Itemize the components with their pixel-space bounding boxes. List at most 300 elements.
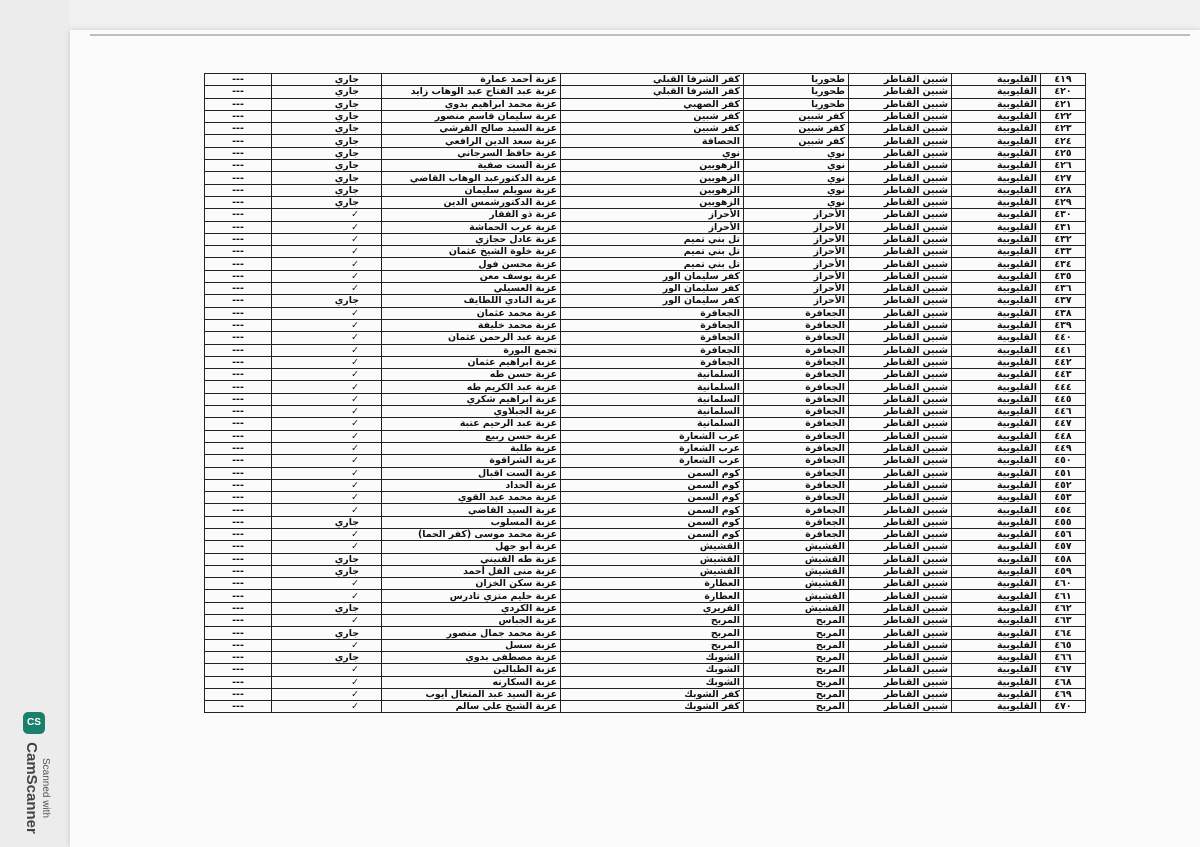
notes-cell: --- — [205, 110, 272, 122]
center-cell: شبين القناطر — [849, 184, 952, 196]
status-cell: ✓ — [272, 639, 382, 651]
notes-cell: --- — [205, 221, 272, 233]
governorate-cell: القليوبية — [952, 110, 1041, 122]
notes-cell: --- — [205, 196, 272, 208]
local-unit-cell: الجعافرة — [744, 332, 849, 344]
row-number: ٤٦٢ — [1041, 602, 1086, 614]
center-cell: شبين القناطر — [849, 442, 952, 454]
ezba-name-cell: عزبة الست صفية — [382, 160, 561, 172]
center-cell: شبين القناطر — [849, 393, 952, 405]
governorate-cell: القليوبية — [952, 627, 1041, 639]
status-cell: جاري — [272, 602, 382, 614]
ezba-name-cell: عزبة ذو الفقار — [382, 209, 561, 221]
governorate-cell: القليوبية — [952, 541, 1041, 553]
local-unit-cell: المربح — [744, 701, 849, 713]
row-number: ٤٤٤ — [1041, 381, 1086, 393]
center-cell: شبين القناطر — [849, 135, 952, 147]
table-row — [205, 98, 1086, 110]
row-number: ٤٣٦ — [1041, 283, 1086, 295]
ezba-name-cell: عزبة عادل حجازي — [382, 233, 561, 245]
table-row — [205, 110, 1086, 122]
table-row — [205, 467, 1086, 479]
village-cell: القريري — [561, 602, 744, 614]
notes-cell: --- — [205, 160, 272, 172]
center-cell: شبين القناطر — [849, 664, 952, 676]
village-cell: الزهويين — [561, 172, 744, 184]
table-row — [205, 664, 1086, 676]
village-cell: السلمانية — [561, 369, 744, 381]
local-unit-cell: القشيش — [744, 553, 849, 565]
center-cell: شبين القناطر — [849, 615, 952, 627]
ezba-name-cell: عزبة يوسف معن — [382, 270, 561, 282]
ezba-name-cell: عزبة حسن ربيع — [382, 430, 561, 442]
ezba-name-cell: عزبة النادي اللطايف — [382, 295, 561, 307]
notes-cell: --- — [205, 688, 272, 700]
village-cell: كفر سليمان الور — [561, 270, 744, 282]
notes-cell: --- — [205, 332, 272, 344]
village-cell: تل بني تميم — [561, 233, 744, 245]
governorate-cell: القليوبية — [952, 701, 1041, 713]
village-cell: المربح — [561, 627, 744, 639]
governorate-cell: القليوبية — [952, 688, 1041, 700]
center-cell: شبين القناطر — [849, 233, 952, 245]
local-unit-cell: الجعافرة — [744, 369, 849, 381]
row-number: ٤٥١ — [1041, 467, 1086, 479]
row-number: ٤٥٧ — [1041, 541, 1086, 553]
table-row — [205, 86, 1086, 98]
status-cell: جاري — [272, 86, 382, 98]
notes-cell: --- — [205, 553, 272, 565]
village-cell: القشيش — [561, 565, 744, 577]
row-number: ٤٦٨ — [1041, 676, 1086, 688]
governorate-cell: القليوبية — [952, 651, 1041, 663]
status-cell: ✓ — [272, 701, 382, 713]
local-unit-cell: القشيش — [744, 565, 849, 577]
governorate-cell: القليوبية — [952, 553, 1041, 565]
status-cell: جاري — [272, 160, 382, 172]
governorate-cell: القليوبية — [952, 528, 1041, 540]
status-cell: ✓ — [272, 442, 382, 454]
governorate-cell: القليوبية — [952, 356, 1041, 368]
local-unit-cell: الجعافرة — [744, 455, 849, 467]
governorate-cell: القليوبية — [952, 418, 1041, 430]
notes-cell: --- — [205, 147, 272, 159]
center-cell: شبين القناطر — [849, 356, 952, 368]
center-cell: شبين القناطر — [849, 688, 952, 700]
table-row — [205, 74, 1086, 86]
village-cell: القشيش — [561, 541, 744, 553]
row-number: ٤٣٩ — [1041, 319, 1086, 331]
village-cell: المربح — [561, 639, 744, 651]
village-cell: الجعافرة — [561, 307, 744, 319]
status-cell: جاري — [272, 196, 382, 208]
village-cell: الزهويين — [561, 184, 744, 196]
status-cell: ✓ — [272, 528, 382, 540]
center-cell: شبين القناطر — [849, 651, 952, 663]
table-row — [205, 578, 1086, 590]
local-unit-cell: طحوريا — [744, 98, 849, 110]
row-number: ٤٢٢ — [1041, 110, 1086, 122]
notes-cell: --- — [205, 701, 272, 713]
village-cell: عرب الشعارة — [561, 455, 744, 467]
ezba-name-cell: عزبة الجباس — [382, 615, 561, 627]
village-cell: كوم السمن — [561, 479, 744, 491]
ezba-name-cell: عزبة سعد الدين الرافعي — [382, 135, 561, 147]
row-number: ٤٣٧ — [1041, 295, 1086, 307]
governorate-cell: القليوبية — [952, 516, 1041, 528]
ezba-name-cell: عزبة محمد عثمان — [382, 307, 561, 319]
table-row — [205, 233, 1086, 245]
governorate-cell: القليوبية — [952, 639, 1041, 651]
village-cell: كفر سليمان الور — [561, 295, 744, 307]
center-cell: شبين القناطر — [849, 172, 952, 184]
village-cell: الجعافرة — [561, 332, 744, 344]
notes-cell: --- — [205, 578, 272, 590]
status-cell: ✓ — [272, 209, 382, 221]
ezba-name-cell: عزبة أبو جهل — [382, 541, 561, 553]
notes-cell: --- — [205, 295, 272, 307]
table-row — [205, 602, 1086, 614]
table-row — [205, 516, 1086, 528]
ezba-name-cell: عزبة الدكتورعبد الوهاب القاضي — [382, 172, 561, 184]
governorate-cell: القليوبية — [952, 135, 1041, 147]
notes-cell: --- — [205, 74, 272, 86]
local-unit-cell: كفر شبين — [744, 123, 849, 135]
status-cell: ✓ — [272, 541, 382, 553]
table-row — [205, 319, 1086, 331]
row-number: ٤٢٨ — [1041, 184, 1086, 196]
village-cell: العطارة — [561, 578, 744, 590]
notes-cell: --- — [205, 307, 272, 319]
table-row — [205, 590, 1086, 602]
ezba-name-cell: عزبة سويلم سليمان — [382, 184, 561, 196]
ezba-name-cell: تجمع البورة — [382, 344, 561, 356]
center-cell: شبين القناطر — [849, 528, 952, 540]
ezba-name-cell: عزبة السيد صالح القرشي — [382, 123, 561, 135]
notes-cell: --- — [205, 319, 272, 331]
table-row — [205, 553, 1086, 565]
center-cell: شبين القناطر — [849, 430, 952, 442]
local-unit-cell: المربح — [744, 651, 849, 663]
notes-cell: --- — [205, 541, 272, 553]
center-cell: شبين القناطر — [849, 196, 952, 208]
village-cell: الجعافرة — [561, 356, 744, 368]
notes-cell: --- — [205, 504, 272, 516]
ezba-name-cell: عزبة السيد القاضي — [382, 504, 561, 516]
ezba-name-cell: عزبة محمد ابراهيم بدوي — [382, 98, 561, 110]
village-cell: كفر الشرفا القبلي — [561, 86, 744, 98]
center-cell: شبين القناطر — [849, 590, 952, 602]
village-cell: الشوبك — [561, 651, 744, 663]
governorate-cell: القليوبية — [952, 664, 1041, 676]
local-unit-cell: الجعافرة — [744, 467, 849, 479]
status-cell: ✓ — [272, 233, 382, 245]
notes-cell: --- — [205, 172, 272, 184]
status-cell: ✓ — [272, 467, 382, 479]
ezba-name-cell: عزبة عرب الحماشة — [382, 221, 561, 233]
status-cell: جاري — [272, 516, 382, 528]
center-cell: شبين القناطر — [849, 541, 952, 553]
notes-cell: --- — [205, 639, 272, 651]
notes-cell: --- — [205, 676, 272, 688]
table-row — [205, 246, 1086, 258]
notes-cell: --- — [205, 381, 272, 393]
governorate-cell: القليوبية — [952, 209, 1041, 221]
village-cell: كفر الشرفا القبلي — [561, 74, 744, 86]
row-number: ٤٢٣ — [1041, 123, 1086, 135]
governorate-cell: القليوبية — [952, 123, 1041, 135]
center-cell: شبين القناطر — [849, 123, 952, 135]
status-cell: ✓ — [272, 344, 382, 356]
camscanner-watermark — [14, 712, 58, 834]
status-cell: ✓ — [272, 455, 382, 467]
governorate-cell: القليوبية — [952, 430, 1041, 442]
table-row — [205, 295, 1086, 307]
notes-cell: --- — [205, 135, 272, 147]
row-number: ٤٤٣ — [1041, 369, 1086, 381]
row-number: ٤٢٠ — [1041, 86, 1086, 98]
village-cell: الجعافرة — [561, 344, 744, 356]
governorate-cell: القليوبية — [952, 283, 1041, 295]
center-cell: شبين القناطر — [849, 455, 952, 467]
row-number: ٤٥٣ — [1041, 492, 1086, 504]
notes-cell: --- — [205, 270, 272, 282]
village-cell: الحصافة — [561, 135, 744, 147]
governorate-cell: القليوبية — [952, 258, 1041, 270]
table-row — [205, 528, 1086, 540]
status-cell: ✓ — [272, 270, 382, 282]
ezba-name-cell: عزبة سسل — [382, 639, 561, 651]
center-cell: شبين القناطر — [849, 553, 952, 565]
table-row — [205, 541, 1086, 553]
governorate-cell: القليوبية — [952, 602, 1041, 614]
ezba-name-cell: عزبة ابراهيم عثمان — [382, 356, 561, 368]
governorate-cell: القليوبية — [952, 467, 1041, 479]
notes-cell: --- — [205, 406, 272, 418]
village-cell: كفر الصهبي — [561, 98, 744, 110]
status-cell: ✓ — [272, 590, 382, 602]
village-cell: كفر سليمان الور — [561, 283, 744, 295]
governorate-cell: القليوبية — [952, 565, 1041, 577]
local-unit-cell: الجعافرة — [744, 504, 849, 516]
governorate-cell: القليوبية — [952, 98, 1041, 110]
ezba-name-cell: عزبة السكارنه — [382, 676, 561, 688]
center-cell: شبين القناطر — [849, 369, 952, 381]
center-cell: شبين القناطر — [849, 160, 952, 172]
governorate-cell: القليوبية — [952, 332, 1041, 344]
local-unit-cell: الجعافرة — [744, 528, 849, 540]
status-cell: ✓ — [272, 356, 382, 368]
village-cell: الزهويين — [561, 196, 744, 208]
table-row — [205, 393, 1086, 405]
governorate-cell: القليوبية — [952, 492, 1041, 504]
local-unit-cell: طحوريا — [744, 86, 849, 98]
notes-cell: --- — [205, 123, 272, 135]
village-cell: كوم السمن — [561, 528, 744, 540]
village-cell: السلمانية — [561, 381, 744, 393]
governorate-cell: القليوبية — [952, 590, 1041, 602]
table-row — [205, 430, 1086, 442]
status-cell: ✓ — [272, 504, 382, 516]
center-cell: شبين القناطر — [849, 406, 952, 418]
ezba-name-cell: عزبة السيد عبد المتعال أيوب — [382, 688, 561, 700]
notes-cell: --- — [205, 356, 272, 368]
governorate-cell: القليوبية — [952, 442, 1041, 454]
center-cell: شبين القناطر — [849, 602, 952, 614]
local-unit-cell: الأحراز — [744, 258, 849, 270]
village-cell: الجعافرة — [561, 319, 744, 331]
village-cell: كفر الشوبك — [561, 701, 744, 713]
status-cell: ✓ — [272, 479, 382, 491]
table-row — [205, 615, 1086, 627]
governorate-cell: القليوبية — [952, 344, 1041, 356]
village-cell: عرب الشعارة — [561, 430, 744, 442]
notes-cell: --- — [205, 467, 272, 479]
status-cell: جاري — [272, 147, 382, 159]
governorate-cell: القليوبية — [952, 406, 1041, 418]
row-number: ٤٣٤ — [1041, 258, 1086, 270]
notes-cell: --- — [205, 209, 272, 221]
camscanner-caption — [23, 733, 51, 843]
center-cell: شبين القناطر — [849, 467, 952, 479]
notes-cell: --- — [205, 344, 272, 356]
camscanner-logo-icon: CS — [23, 712, 45, 734]
ezba-name-cell: عزبة مصطفى بدوي — [382, 651, 561, 663]
local-unit-cell: الجعافرة — [744, 516, 849, 528]
status-cell: جاري — [272, 627, 382, 639]
ezba-name-cell: عزبة المسلوب — [382, 516, 561, 528]
local-unit-cell: المربح — [744, 688, 849, 700]
status-cell: ✓ — [272, 664, 382, 676]
status-cell: ✓ — [272, 430, 382, 442]
table-row — [205, 283, 1086, 295]
local-unit-cell: نوي — [744, 160, 849, 172]
status-cell: ✓ — [272, 406, 382, 418]
status-cell: جاري — [272, 110, 382, 122]
village-cell: كفر شبين — [561, 123, 744, 135]
village-cell: السلمانية — [561, 393, 744, 405]
local-unit-cell: الجعافرة — [744, 479, 849, 491]
table-row — [205, 184, 1086, 196]
table-row — [205, 565, 1086, 577]
table-row — [205, 123, 1086, 135]
status-cell: ✓ — [272, 369, 382, 381]
table-row — [205, 307, 1086, 319]
ezba-name-cell: عزبة عبد الرحمن عثمان — [382, 332, 561, 344]
row-number: ٤٦٧ — [1041, 664, 1086, 676]
center-cell: شبين القناطر — [849, 578, 952, 590]
governorate-cell: القليوبية — [952, 381, 1041, 393]
local-unit-cell: الجعافرة — [744, 430, 849, 442]
status-cell: ✓ — [272, 307, 382, 319]
notes-cell: --- — [205, 418, 272, 430]
table-row — [205, 209, 1086, 221]
row-number: ٤٣٣ — [1041, 246, 1086, 258]
status-cell: جاري — [272, 98, 382, 110]
center-cell: شبين القناطر — [849, 344, 952, 356]
status-cell: جاري — [272, 295, 382, 307]
row-number: ٤٤٧ — [1041, 418, 1086, 430]
row-number: ٤٤٨ — [1041, 430, 1086, 442]
center-cell: شبين القناطر — [849, 701, 952, 713]
row-number: ٤٢١ — [1041, 98, 1086, 110]
ezba-name-cell: عزبة خلوة الشيخ عثمان — [382, 246, 561, 258]
center-cell: شبين القناطر — [849, 74, 952, 86]
local-unit-cell: طحوريا — [744, 74, 849, 86]
local-unit-cell: الجعافرة — [744, 393, 849, 405]
center-cell: شبين القناطر — [849, 110, 952, 122]
governorate-cell: القليوبية — [952, 615, 1041, 627]
table-row — [205, 492, 1086, 504]
table-row — [205, 688, 1086, 700]
local-unit-cell: الأحراز — [744, 283, 849, 295]
governorate-cell: القليوبية — [952, 160, 1041, 172]
status-cell: جاري — [272, 565, 382, 577]
status-cell: ✓ — [272, 332, 382, 344]
local-unit-cell: الجعافرة — [744, 307, 849, 319]
center-cell: شبين القناطر — [849, 381, 952, 393]
row-number: ٤٣١ — [1041, 221, 1086, 233]
ezba-name-cell: عزبة الست اقبال — [382, 467, 561, 479]
local-unit-cell: الأحراز — [744, 209, 849, 221]
village-cell: السلمانية — [561, 406, 744, 418]
row-number: ٤٦٤ — [1041, 627, 1086, 639]
row-number: ٤٣٢ — [1041, 233, 1086, 245]
center-cell: شبين القناطر — [849, 516, 952, 528]
center-cell: شبين القناطر — [849, 147, 952, 159]
local-unit-cell: الأحراز — [744, 270, 849, 282]
row-number: ٤٣٥ — [1041, 270, 1086, 282]
row-number: ٤٦٦ — [1041, 651, 1086, 663]
status-cell: ✓ — [272, 221, 382, 233]
notes-cell: --- — [205, 246, 272, 258]
table-row — [205, 479, 1086, 491]
village-cell: الأحراز — [561, 209, 744, 221]
row-number: ٤٤٩ — [1041, 442, 1086, 454]
status-cell: جاري — [272, 123, 382, 135]
row-number: ٤٦١ — [1041, 590, 1086, 602]
ezba-name-cell: عزبة محمد موسى (كفر الحما) — [382, 528, 561, 540]
table-row — [205, 418, 1086, 430]
ezba-name-cell: عزبة حافظ السرجاني — [382, 147, 561, 159]
center-cell: شبين القناطر — [849, 479, 952, 491]
table-row — [205, 406, 1086, 418]
local-unit-cell: الجعافرة — [744, 442, 849, 454]
ezba-name-cell: عزبة محمد خليفة — [382, 319, 561, 331]
ezba-name-cell: عزبة منى الفل أحمد — [382, 565, 561, 577]
governorate-cell: القليوبية — [952, 246, 1041, 258]
village-cell: تل بني تميم — [561, 246, 744, 258]
local-unit-cell: القشيش — [744, 602, 849, 614]
villages-table-body — [205, 74, 1086, 713]
center-cell: شبين القناطر — [849, 270, 952, 282]
center-cell: شبين القناطر — [849, 258, 952, 270]
village-cell: الشوبك — [561, 664, 744, 676]
center-cell: شبين القناطر — [849, 307, 952, 319]
ezba-name-cell: عزبة عبد الكريم طه — [382, 381, 561, 393]
status-cell: جاري — [272, 184, 382, 196]
row-number: ٤٢٥ — [1041, 147, 1086, 159]
center-cell: شبين القناطر — [849, 676, 952, 688]
ezba-name-cell: عزبة العسيلي — [382, 283, 561, 295]
local-unit-cell: الجعافرة — [744, 356, 849, 368]
row-number: ٤٢٧ — [1041, 172, 1086, 184]
governorate-cell: القليوبية — [952, 172, 1041, 184]
ezba-name-cell: عزبة الحداد — [382, 479, 561, 491]
status-cell: جاري — [272, 135, 382, 147]
governorate-cell: القليوبية — [952, 479, 1041, 491]
status-cell: جاري — [272, 651, 382, 663]
